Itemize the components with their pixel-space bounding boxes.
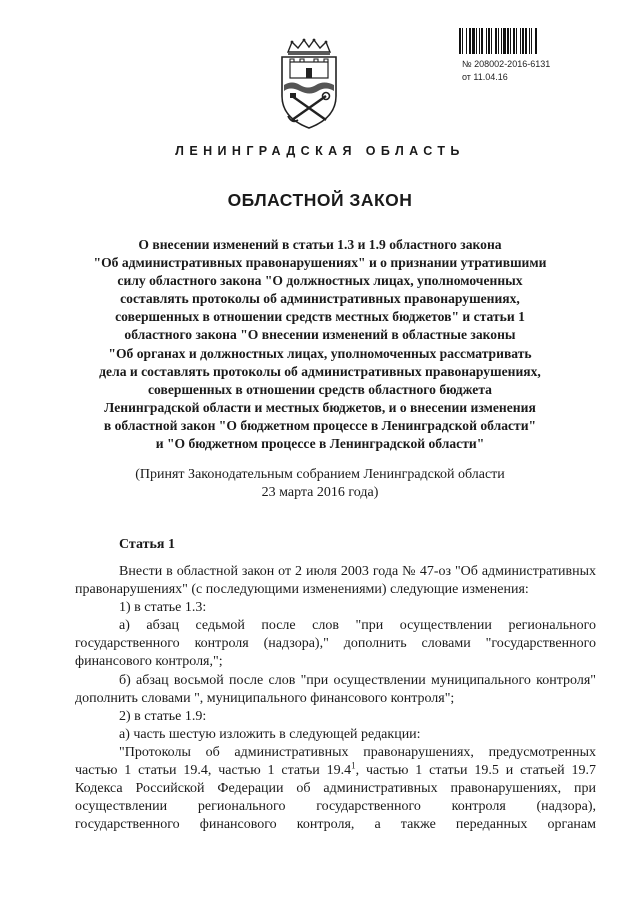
title-line: дела и составлять протоколы об административных правонарушениях, [99,363,541,379]
title-line: и "О бюджетном процессе в Ленинградской области" [155,436,485,452]
article-body [75,563,596,834]
body-line: правонарушениях" (с последующими изменениями) следующие изменения: [75,582,529,598]
body-line: государственного финансового контроля, а также переданных органам [75,817,596,833]
title-line: в областной закон "О бюджетном процессе в Ленинградской области" [103,417,537,433]
coat-of-arms-icon [276,38,342,130]
body-line-with-superscript [75,762,596,780]
title-line: Ленинградской области и местных бюджетов, и о внесении изменения [104,399,536,415]
body-line: б) абзац восьмой после слов "при осуществлении муниципального контроля" [119,672,596,688]
title-line: "Об административных правонарушениях" и о признании утратившими [93,255,547,271]
body-line: а) часть шестую изложить в следующей редакции: [119,726,421,742]
body-line: 1) в статье 1.3: [119,600,207,616]
body-line: 2) в статье 1.9: [119,708,207,724]
document-type-heading: ОБЛАСТНОЙ ЗАКОН [227,190,413,210]
body-line: осуществлении регионального государственного контроля (надзора), [75,799,596,815]
region-name: ЛЕНИНГРАДСКАЯ ОБЛАСТЬ [175,144,465,158]
article-heading: Статья 1 [119,537,175,552]
adoption-line: 23 марта 2016 года) [261,485,379,500]
registration-date: от 11.04.16 [462,72,508,82]
body-line: дополнить словами ", муниципального финансового контроля"; [75,690,455,706]
registration-stamp [462,58,550,84]
body-line: "Протоколы об административных правонарушениях, предусмотренных [119,744,596,760]
body-line: государственного контроля (надзора)," дополнить словами "государственного [75,636,596,652]
body-text: частью 1 статьи 19.4, частью 1 статьи 19.4 [75,763,352,779]
body-line: финансового контроля,"; [75,654,223,670]
adoption-line: (Принят Законодательным собранием Ленинградской области [135,467,505,482]
title-line: составлять протоколы об административных правонарушениях, [120,291,520,307]
body-text: , частью 1 статьи 19.5 и статьей 19.7 [355,763,596,779]
title-line: совершенных в отношении средств местных бюджетов" и статьи 1 [115,309,525,325]
title-line: областного закона "О внесении изменений в областные законы [124,327,516,343]
title-line: совершенных в отношении средств областного бюджета [148,381,492,397]
superscript: 1 [351,760,356,771]
title-line: О внесении изменений в статьи 1.3 и 1.9 областного закона [138,237,502,252]
barcode-icon [458,28,580,54]
title-line: "Об органах и должностных лицах, уполномоченных рассматривать [108,345,532,361]
adoption-note [0,466,640,502]
body-line: Внести в областной закон от 2 июля 2003 года № 47-оз "Об административных [119,564,596,579]
law-title [70,236,570,453]
registration-number: № 208002-2016-6131 [462,59,551,69]
body-line: а) абзац седьмой после слов "при осуществлении регионального [119,618,596,634]
title-line: силу областного закона "О должностных лицах, уполномоченных [117,273,523,289]
body-line: Кодекса Российской Федерации об административных правонарушениях, при [75,781,596,797]
